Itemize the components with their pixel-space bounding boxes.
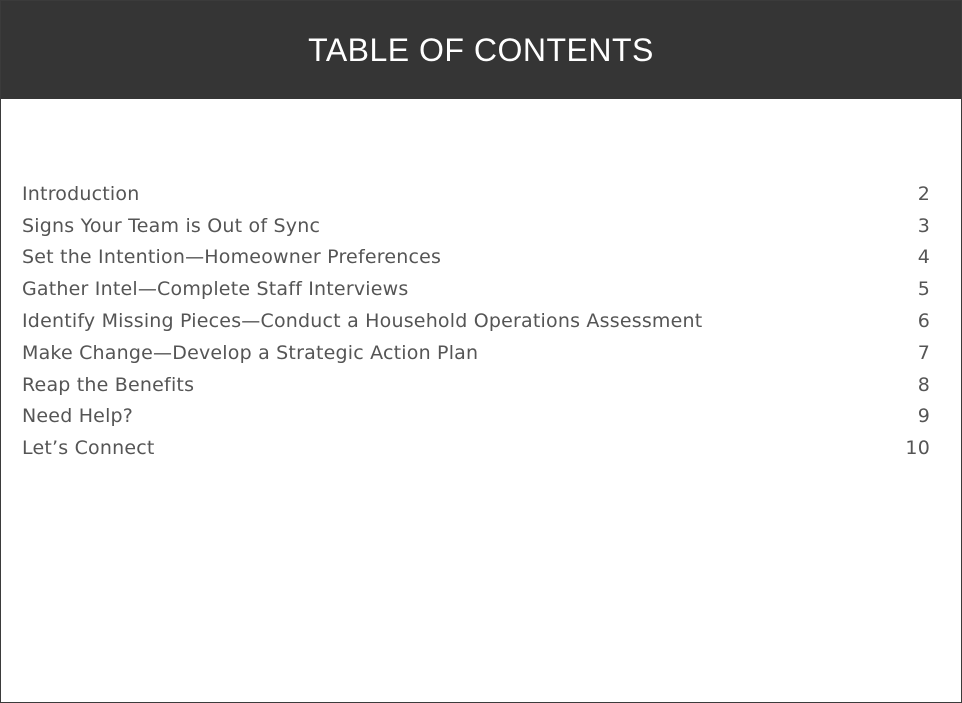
toc-entry-title: Introduction: [22, 182, 140, 205]
toc-entry-lets-connect: [22, 432, 930, 464]
toc-entry-page-number: 6: [917, 310, 930, 333]
toc-entry-signs-out-of-sync: [22, 210, 930, 242]
toc-entry-page-number: 8: [917, 373, 930, 396]
toc-entry-title: Identify Missing Pieces—Conduct a Household Operations Assessment: [22, 310, 703, 333]
toc-entry-need-help: [22, 401, 930, 433]
toc-entry-title: Need Help?: [22, 405, 134, 428]
toc-entry-reap-the-benefits: [22, 369, 930, 401]
toc-entry-page-number: 3: [917, 214, 930, 237]
toc-entry-identify-missing-pieces: [22, 305, 930, 337]
table-of-contents: [22, 178, 930, 464]
toc-entry-title: Gather Intel—Complete Staff Interviews: [22, 278, 409, 301]
toc-entry-page-number: 5: [917, 278, 930, 301]
toc-entry-page-number: 9: [917, 405, 930, 428]
toc-entry-introduction: [22, 178, 930, 210]
toc-entry-title: Reap the Benefits: [22, 373, 195, 396]
toc-entry-set-the-intention: [22, 242, 930, 274]
toc-entry-page-number: 4: [917, 246, 930, 269]
toc-entry-title: Make Change—Develop a Strategic Action Plan: [22, 341, 479, 364]
toc-entry-title: Let’s Connect: [22, 437, 155, 460]
toc-entry-title: Set the Intention—Homeowner Preferences: [22, 246, 442, 269]
toc-entry-make-change: [22, 337, 930, 369]
header-bar: [1, 1, 961, 99]
toc-entry-page-number: 2: [917, 182, 930, 205]
toc-entry-title: Signs Your Team is Out of Sync: [22, 214, 321, 237]
toc-entry-page-number: 7: [917, 341, 930, 364]
toc-entry-gather-intel: [22, 273, 930, 305]
toc-entry-page-number: 10: [905, 437, 930, 460]
page-title: TABLE OF CONTENTS: [308, 32, 654, 68]
